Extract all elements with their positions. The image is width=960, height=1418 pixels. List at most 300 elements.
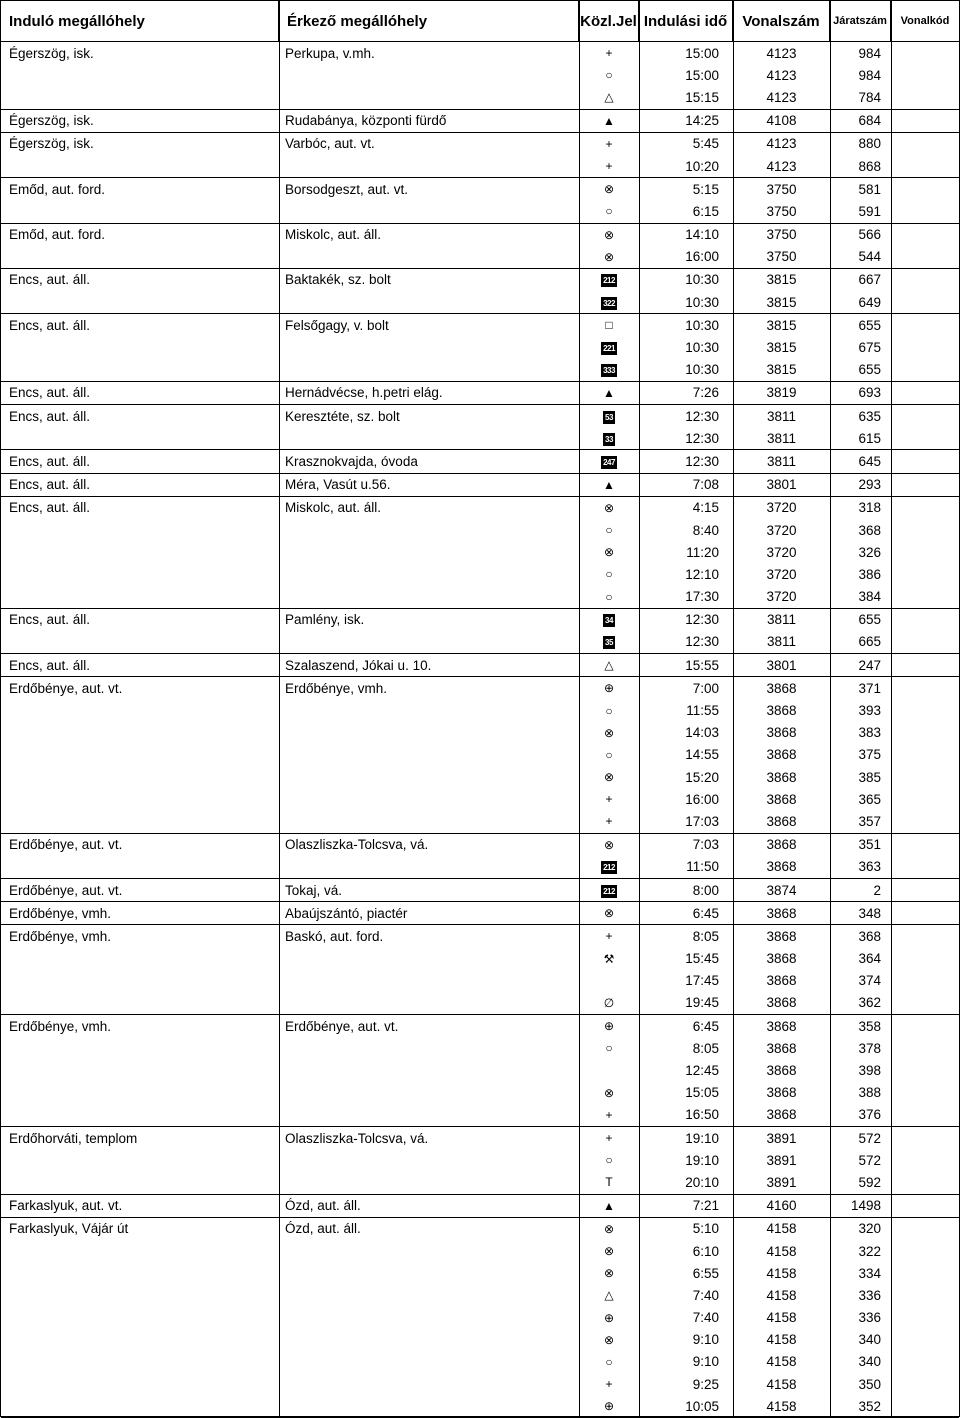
trip-number: 336 bbox=[858, 1287, 881, 1303]
table-row bbox=[1, 450, 959, 472]
departure-time: 11:20 bbox=[686, 544, 719, 560]
service-sign-badge: 333 bbox=[603, 366, 615, 376]
table-row bbox=[1, 1171, 959, 1193]
line-number: 4123 bbox=[766, 89, 797, 105]
table-row bbox=[1, 902, 959, 924]
departure-time: 8:05 bbox=[692, 1040, 719, 1056]
line-number: 3811 bbox=[766, 430, 797, 446]
line-number: 3868 bbox=[766, 995, 797, 1011]
departure-time: 12:30 bbox=[685, 430, 719, 446]
to-stop: Krasznokvajda, óvoda bbox=[285, 453, 418, 469]
line-number: 4158 bbox=[766, 1398, 797, 1414]
to-stop: Ózd, aut. áll. bbox=[285, 1221, 361, 1237]
service-sign-badge: 322 bbox=[603, 298, 615, 308]
table-row bbox=[1, 925, 959, 947]
table-row bbox=[1, 519, 959, 541]
table-row bbox=[1, 744, 959, 766]
trip-number: 655 bbox=[858, 362, 881, 378]
trip-number: 572 bbox=[858, 1130, 881, 1146]
service-sign bbox=[579, 431, 639, 446]
header-code: Vonalkód bbox=[900, 15, 950, 27]
service-sign: ⊕ bbox=[603, 1399, 615, 1414]
line-number: 3720 bbox=[766, 522, 797, 538]
departure-time: 9:25 bbox=[692, 1376, 719, 1392]
departure-time: 16:00 bbox=[685, 791, 719, 807]
column-divider bbox=[733, 1, 734, 1416]
table-row bbox=[1, 1284, 959, 1306]
departure-time: 17:03 bbox=[685, 813, 719, 829]
line-number: 3750 bbox=[766, 249, 797, 265]
line-number: 4160 bbox=[766, 1198, 797, 1214]
line-number: 4108 bbox=[766, 113, 797, 129]
departure-time: 6:15 bbox=[692, 203, 719, 219]
table-row bbox=[1, 42, 959, 64]
departure-time: 7:26 bbox=[692, 385, 719, 401]
departure-time: 14:10 bbox=[685, 227, 719, 243]
route-group bbox=[1, 450, 959, 473]
table-body bbox=[1, 42, 959, 1418]
trip-number: 615 bbox=[858, 430, 881, 446]
from-stop: Emőd, aut. ford. bbox=[9, 181, 106, 197]
service-sign: ⊕ bbox=[603, 681, 615, 696]
line-number: 3750 bbox=[766, 203, 797, 219]
from-stop: Égerszög, isk. bbox=[9, 136, 94, 152]
to-stop: Tokaj, vá. bbox=[285, 882, 343, 898]
line-number: 3868 bbox=[766, 837, 797, 853]
service-sign: ▲ bbox=[603, 385, 615, 400]
departure-time: 4:15 bbox=[692, 500, 719, 516]
service-sign: ▲ bbox=[603, 1198, 615, 1213]
trip-number: 880 bbox=[858, 136, 881, 152]
from-stop: Égerszög, isk. bbox=[9, 113, 94, 129]
table-row bbox=[1, 427, 959, 449]
departure-time: 12:45 bbox=[685, 1063, 719, 1079]
service-sign-badge: 34 bbox=[605, 616, 613, 626]
table-row bbox=[1, 856, 959, 878]
line-number: 3720 bbox=[766, 589, 797, 605]
trip-number: 340 bbox=[858, 1332, 881, 1348]
from-stop: Encs, aut. áll. bbox=[9, 453, 91, 469]
from-stop: Égerszög, isk. bbox=[9, 45, 94, 61]
table-row bbox=[1, 497, 959, 519]
service-sign bbox=[579, 340, 639, 355]
service-sign: ⊗ bbox=[603, 227, 615, 242]
route-group bbox=[1, 224, 959, 269]
from-stop: Encs, aut. áll. bbox=[9, 500, 91, 516]
service-sign: △ bbox=[604, 658, 614, 673]
route-group bbox=[1, 382, 959, 405]
table-row bbox=[1, 609, 959, 631]
from-stop: Encs, aut. áll. bbox=[9, 477, 91, 493]
route-group bbox=[1, 133, 959, 178]
line-number: 4158 bbox=[766, 1221, 797, 1237]
line-number: 3750 bbox=[766, 181, 797, 197]
route-group bbox=[1, 1127, 959, 1195]
line-number: 4158 bbox=[766, 1243, 797, 1259]
table-row bbox=[1, 246, 959, 268]
table-row bbox=[1, 86, 959, 108]
service-sign: ○ bbox=[605, 703, 613, 718]
service-sign: + bbox=[605, 1377, 613, 1392]
trip-number: 326 bbox=[858, 544, 881, 560]
service-sign: ⊗ bbox=[603, 1085, 615, 1100]
line-number: 3868 bbox=[766, 973, 797, 989]
departure-time: 6:45 bbox=[692, 1018, 719, 1034]
trip-number: 322 bbox=[858, 1243, 881, 1259]
header-line: Vonalszám bbox=[733, 1, 830, 41]
table-row bbox=[1, 722, 959, 744]
departure-time: 5:45 bbox=[692, 136, 719, 152]
service-sign: ⊗ bbox=[603, 182, 615, 197]
route-group bbox=[1, 178, 959, 223]
trip-number: 320 bbox=[858, 1221, 881, 1237]
to-stop: Felsőgagy, v. bolt bbox=[285, 317, 389, 333]
line-number: 3868 bbox=[766, 680, 797, 696]
service-sign: + bbox=[605, 814, 613, 829]
route-group bbox=[1, 269, 959, 314]
table-header bbox=[1, 1, 959, 42]
trip-number: 544 bbox=[858, 249, 881, 265]
from-stop: Encs, aut. áll. bbox=[9, 612, 91, 628]
route-group bbox=[1, 925, 959, 1015]
to-stop: Varbóc, aut. vt. bbox=[285, 136, 375, 152]
service-sign-badge: 247 bbox=[603, 457, 615, 467]
trip-number: 350 bbox=[858, 1376, 881, 1392]
from-stop: Emőd, aut. ford. bbox=[9, 227, 106, 243]
departure-time: 16:00 bbox=[685, 249, 719, 265]
table-row bbox=[1, 405, 959, 427]
trip-number: 318 bbox=[858, 500, 881, 516]
departure-time: 12:30 bbox=[685, 408, 719, 424]
service-sign: ○ bbox=[605, 589, 613, 604]
service-sign: ⊗ bbox=[603, 249, 615, 264]
service-sign-badge: 221 bbox=[603, 344, 615, 354]
service-sign: ⊕ bbox=[603, 1019, 615, 1034]
table-row bbox=[1, 1195, 959, 1217]
table-row bbox=[1, 155, 959, 177]
line-number: 3720 bbox=[766, 544, 797, 560]
trip-number: 368 bbox=[858, 522, 881, 538]
line-number: 4158 bbox=[766, 1265, 797, 1281]
column-divider bbox=[639, 1, 640, 1416]
to-stop: Rudabánya, központi fürdő bbox=[285, 113, 447, 129]
service-sign: ⊗ bbox=[603, 906, 615, 921]
line-number: 4123 bbox=[766, 136, 797, 152]
departure-time: 10:30 bbox=[685, 362, 719, 378]
table-row bbox=[1, 879, 959, 901]
column-divider bbox=[830, 1, 831, 1416]
from-stop: Erdőbénye, aut. vt. bbox=[9, 882, 123, 898]
route-group bbox=[1, 1195, 959, 1218]
line-number: 3815 bbox=[766, 272, 797, 288]
table-row bbox=[1, 834, 959, 856]
service-sign: ○ bbox=[605, 747, 613, 762]
trip-number: 340 bbox=[858, 1354, 881, 1370]
service-sign: ⊗ bbox=[603, 1244, 615, 1259]
line-number: 3868 bbox=[766, 747, 797, 763]
departure-time: 8:05 bbox=[692, 928, 719, 944]
departure-time: 6:45 bbox=[692, 905, 719, 921]
table-row bbox=[1, 178, 959, 200]
trip-number: 352 bbox=[858, 1398, 881, 1414]
line-number: 3815 bbox=[766, 317, 797, 333]
line-number: 3891 bbox=[766, 1152, 797, 1168]
line-number: 3815 bbox=[766, 340, 797, 356]
to-stop: Olaszliszka-Tolcsva, vá. bbox=[285, 837, 429, 853]
to-stop: Pamlény, isk. bbox=[285, 612, 365, 628]
route-group bbox=[1, 654, 959, 677]
departure-time: 12:30 bbox=[685, 634, 719, 650]
service-sign: ○ bbox=[605, 1354, 613, 1369]
table-row bbox=[1, 1262, 959, 1284]
trip-number: 293 bbox=[858, 477, 881, 493]
service-sign-badge: 212 bbox=[603, 886, 615, 896]
line-number: 3868 bbox=[766, 791, 797, 807]
trip-number: 784 bbox=[858, 89, 881, 105]
route-group bbox=[1, 902, 959, 925]
from-stop: Encs, aut. áll. bbox=[9, 385, 91, 401]
line-number: 3868 bbox=[766, 813, 797, 829]
from-stop: Erdőbénye, aut. vt. bbox=[9, 680, 123, 696]
departure-time: 17:45 bbox=[685, 973, 719, 989]
table-row bbox=[1, 631, 959, 653]
from-stop: Erdőbénye, vmh. bbox=[9, 1018, 112, 1034]
table-row bbox=[1, 970, 959, 992]
departure-time: 15:45 bbox=[685, 951, 719, 967]
departure-time: 7:40 bbox=[692, 1287, 719, 1303]
trip-number: 386 bbox=[858, 566, 881, 582]
column-divider bbox=[279, 1, 280, 1416]
trip-number: 655 bbox=[858, 317, 881, 333]
route-group bbox=[1, 405, 959, 450]
line-number: 4158 bbox=[766, 1310, 797, 1326]
from-stop: Farkaslyuk, Vájár út bbox=[9, 1221, 129, 1237]
departure-time: 7:00 bbox=[692, 680, 719, 696]
table-row bbox=[1, 948, 959, 970]
service-sign bbox=[579, 362, 639, 377]
to-stop: Olaszliszka-Tolcsva, vá. bbox=[285, 1130, 429, 1146]
table-row bbox=[1, 788, 959, 810]
line-number: 3891 bbox=[766, 1174, 797, 1190]
departure-time: 7:40 bbox=[692, 1310, 719, 1326]
trip-number: 635 bbox=[858, 408, 881, 424]
from-stop: Erdőbénye, vmh. bbox=[9, 928, 112, 944]
service-sign: ⊗ bbox=[603, 545, 615, 560]
departure-time: 10:30 bbox=[685, 317, 719, 333]
trip-number: 675 bbox=[858, 340, 881, 356]
table-row bbox=[1, 1104, 959, 1126]
service-sign: ⊗ bbox=[603, 770, 615, 785]
trip-number: 566 bbox=[858, 227, 881, 243]
trip-number: 357 bbox=[858, 813, 881, 829]
line-number: 3868 bbox=[766, 951, 797, 967]
trip-number: 334 bbox=[858, 1265, 881, 1281]
service-sign: ⊕ bbox=[603, 1310, 615, 1325]
trip-number: 984 bbox=[858, 67, 881, 83]
departure-time: 15:05 bbox=[685, 1085, 719, 1101]
departure-time: 15:55 bbox=[685, 657, 719, 673]
table-row bbox=[1, 1329, 959, 1351]
departure-time: 11:50 bbox=[686, 859, 719, 875]
departure-time: 15:15 bbox=[685, 89, 719, 105]
table-row bbox=[1, 810, 959, 832]
line-number: 4158 bbox=[766, 1287, 797, 1303]
trip-number: 385 bbox=[858, 769, 881, 785]
table-row bbox=[1, 1373, 959, 1395]
table-row bbox=[1, 1307, 959, 1329]
departure-time: 14:55 bbox=[685, 747, 719, 763]
service-sign: ∅ bbox=[603, 995, 615, 1010]
departure-time: 10:30 bbox=[685, 294, 719, 310]
line-number: 3868 bbox=[766, 1040, 797, 1056]
trip-number: 247 bbox=[858, 657, 881, 673]
trip-number: 667 bbox=[858, 272, 881, 288]
table-row bbox=[1, 359, 959, 381]
from-stop: Encs, aut. áll. bbox=[9, 317, 91, 333]
to-stop: Keresztéte, sz. bolt bbox=[285, 408, 400, 424]
table-row bbox=[1, 1395, 959, 1417]
service-sign-badge: 53 bbox=[605, 412, 613, 422]
trip-number: 984 bbox=[858, 45, 881, 61]
service-sign: + bbox=[605, 46, 613, 61]
trip-number: 868 bbox=[858, 158, 881, 174]
service-sign: ○ bbox=[605, 523, 613, 538]
to-stop: Erdőbénye, aut. vt. bbox=[285, 1018, 399, 1034]
from-stop: Erdőbénye, vmh. bbox=[9, 905, 112, 921]
trip-number: 384 bbox=[858, 589, 881, 605]
service-sign-badge: 212 bbox=[603, 863, 615, 873]
line-number: 4158 bbox=[766, 1376, 797, 1392]
service-sign: ▲ bbox=[603, 477, 615, 492]
table-row bbox=[1, 1218, 959, 1240]
trip-number: 2 bbox=[873, 882, 881, 898]
from-stop: Farkaslyuk, aut. vt. bbox=[9, 1198, 123, 1214]
trip-number: 375 bbox=[858, 747, 881, 763]
departure-time: 12:10 bbox=[685, 566, 719, 582]
departure-time: 15:00 bbox=[685, 67, 719, 83]
service-sign-badge: 35 bbox=[605, 638, 613, 648]
departure-time: 12:30 bbox=[685, 453, 719, 469]
trip-number: 374 bbox=[858, 973, 881, 989]
line-number: 3868 bbox=[766, 1063, 797, 1079]
trip-number: 336 bbox=[858, 1310, 881, 1326]
service-sign: ○ bbox=[605, 567, 613, 582]
line-number: 3811 bbox=[766, 612, 797, 628]
table-row bbox=[1, 1240, 959, 1262]
trip-number: 362 bbox=[858, 995, 881, 1011]
table-row bbox=[1, 541, 959, 563]
departure-time: 7:08 bbox=[692, 477, 719, 493]
departure-time: 9:10 bbox=[692, 1354, 719, 1370]
column-divider bbox=[891, 1, 892, 1416]
from-stop: Erdőbénye, aut. vt. bbox=[9, 837, 123, 853]
trip-number: 371 bbox=[858, 680, 881, 696]
service-sign-badge: 33 bbox=[605, 434, 613, 444]
departure-time: 10:30 bbox=[685, 340, 719, 356]
trip-number: 388 bbox=[858, 1085, 881, 1101]
service-sign: ⊗ bbox=[603, 500, 615, 515]
service-sign bbox=[579, 409, 639, 424]
trip-number: 581 bbox=[858, 181, 881, 197]
service-sign bbox=[579, 454, 639, 469]
to-stop: Méra, Vasút u.56. bbox=[285, 477, 391, 493]
route-group bbox=[1, 1015, 959, 1127]
service-sign: ⚒ bbox=[603, 951, 615, 966]
trip-number: 364 bbox=[858, 951, 881, 967]
service-sign: ○ bbox=[605, 204, 613, 219]
to-stop: Szalaszend, Jókai u. 10. bbox=[285, 657, 432, 673]
route-group bbox=[1, 42, 959, 110]
trip-number: 572 bbox=[858, 1152, 881, 1168]
trip-number: 693 bbox=[858, 385, 881, 401]
line-number: 3868 bbox=[766, 859, 797, 875]
table-row bbox=[1, 269, 959, 291]
header-to: Érkező megállóhely bbox=[279, 1, 579, 41]
trip-number: 351 bbox=[858, 837, 881, 853]
table-row bbox=[1, 64, 959, 86]
service-sign: ○ bbox=[605, 1041, 613, 1056]
to-stop: Erdőbénye, vmh. bbox=[285, 680, 388, 696]
service-sign: ○ bbox=[605, 1153, 613, 1168]
service-sign bbox=[579, 634, 639, 649]
line-number: 3811 bbox=[766, 634, 797, 650]
trip-number: 591 bbox=[858, 203, 881, 219]
departure-time: 5:10 bbox=[692, 1221, 719, 1237]
line-number: 3811 bbox=[766, 453, 797, 469]
to-stop: Perkupa, v.mh. bbox=[285, 45, 375, 61]
departure-time: 20:10 bbox=[685, 1174, 719, 1190]
service-sign: + bbox=[605, 1131, 613, 1146]
table-row bbox=[1, 677, 959, 699]
line-number: 4123 bbox=[766, 158, 797, 174]
departure-time: 7:21 bbox=[692, 1198, 719, 1214]
route-group bbox=[1, 474, 959, 497]
to-stop: Miskolc, aut. áll. bbox=[285, 227, 382, 243]
departure-time: 15:20 bbox=[685, 769, 719, 785]
table-row bbox=[1, 563, 959, 585]
table-row bbox=[1, 1082, 959, 1104]
table-row bbox=[1, 224, 959, 246]
line-number: 4123 bbox=[766, 45, 797, 61]
line-number: 3891 bbox=[766, 1130, 797, 1146]
from-stop: Erdőhorváti, templom bbox=[9, 1130, 138, 1146]
line-number: 4158 bbox=[766, 1354, 797, 1370]
line-number: 3811 bbox=[766, 408, 797, 424]
table-row bbox=[1, 1127, 959, 1149]
trip-number: 1498 bbox=[850, 1198, 881, 1214]
departure-time: 12:30 bbox=[685, 612, 719, 628]
departure-time: 16:50 bbox=[685, 1107, 719, 1123]
service-sign: + bbox=[605, 792, 613, 807]
trip-number: 649 bbox=[858, 294, 881, 310]
table-row bbox=[1, 474, 959, 496]
trip-number: 393 bbox=[858, 703, 881, 719]
trip-number: 383 bbox=[858, 725, 881, 741]
service-sign bbox=[579, 295, 639, 310]
trip-number: 665 bbox=[858, 634, 881, 650]
table-row bbox=[1, 586, 959, 608]
departure-time: 6:10 bbox=[692, 1243, 719, 1259]
departure-time: 10:05 bbox=[685, 1398, 719, 1414]
departure-time: 19:45 bbox=[685, 995, 719, 1011]
service-sign: + bbox=[605, 136, 613, 151]
table-row bbox=[1, 314, 959, 336]
route-group bbox=[1, 834, 959, 879]
service-sign: ⊗ bbox=[603, 1332, 615, 1347]
trip-number: 348 bbox=[858, 905, 881, 921]
route-group bbox=[1, 677, 959, 833]
column-divider bbox=[579, 1, 580, 1416]
